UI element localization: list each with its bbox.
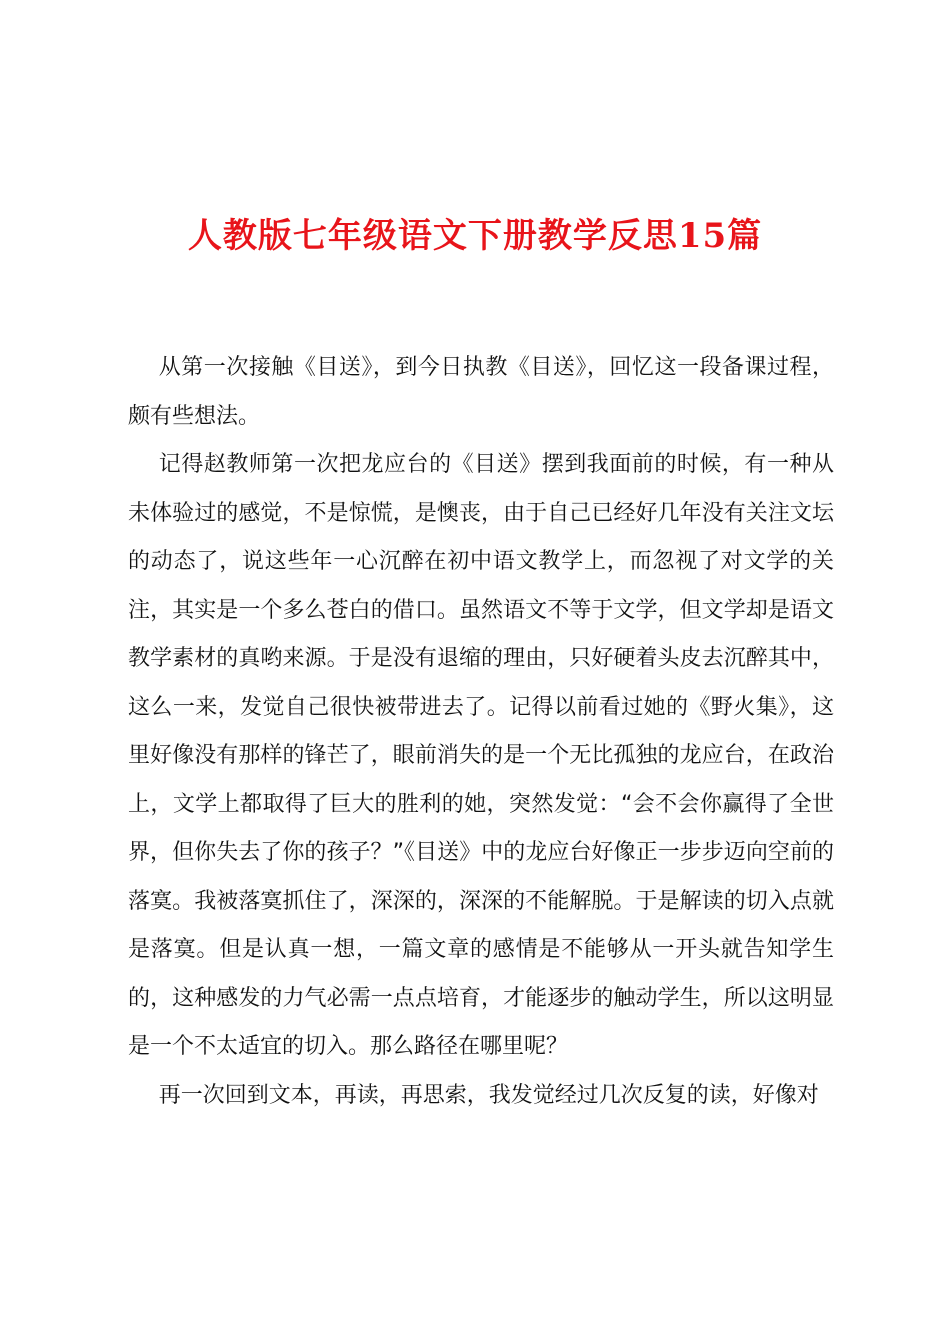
document-title: 人教版七年级语文下册教学反思15篇 xyxy=(187,216,763,256)
paragraph-1: 从第一次接触《目送》，到今日执教《目送》，回忆这一段备课过程，颇有些想法。 xyxy=(128,355,834,429)
paragraph-3: 再一次回到文本，再读，再思索，我发觉经过几次反复的读，好像对 xyxy=(158,1082,819,1108)
document-body xyxy=(128,344,834,1120)
paragraph-2: 记得赵教师第一次把龙应台的《目送》摆到我面前的时候，有一种从未体验过的感觉，不是惊慌，是懊丧，由于自己已经好几年没有关注文坛的动态了，说这些年一心沉醉在初中语文教学上，而忽视了对文学的关注，其实是一个多么苍白的借口。虽然语文不等于文学，但文学却是语文教学素材的真哟来源。于是没有退缩的理由，只好硬着头皮去沉醉其中，这么一来，发觉自己很快被带进去了。记得以前看过她的《野火集》，这里好像没有那样的锋芒了，眼前消失的是一个无比孤独的龙应台，在政治上，文学上都取得了巨大的胜利的她，突然发觉：“会不会你赢得了全世界，但你失去了你的孩子？”《目送》中的龙应台好像正一步步迈向空前的落寞。我被落寞抓住了，深深的，深深的不能解脱。于是解读的切入点就是落寞。但是认真一想，一篇文章的感情是不能够从一开头就告知学生的，这种感发的力气必需一点点培育，才能逐步的触动学生，所以这明显是一个不太适宜的切入。那么路径在哪里呢？ xyxy=(128,452,834,1059)
